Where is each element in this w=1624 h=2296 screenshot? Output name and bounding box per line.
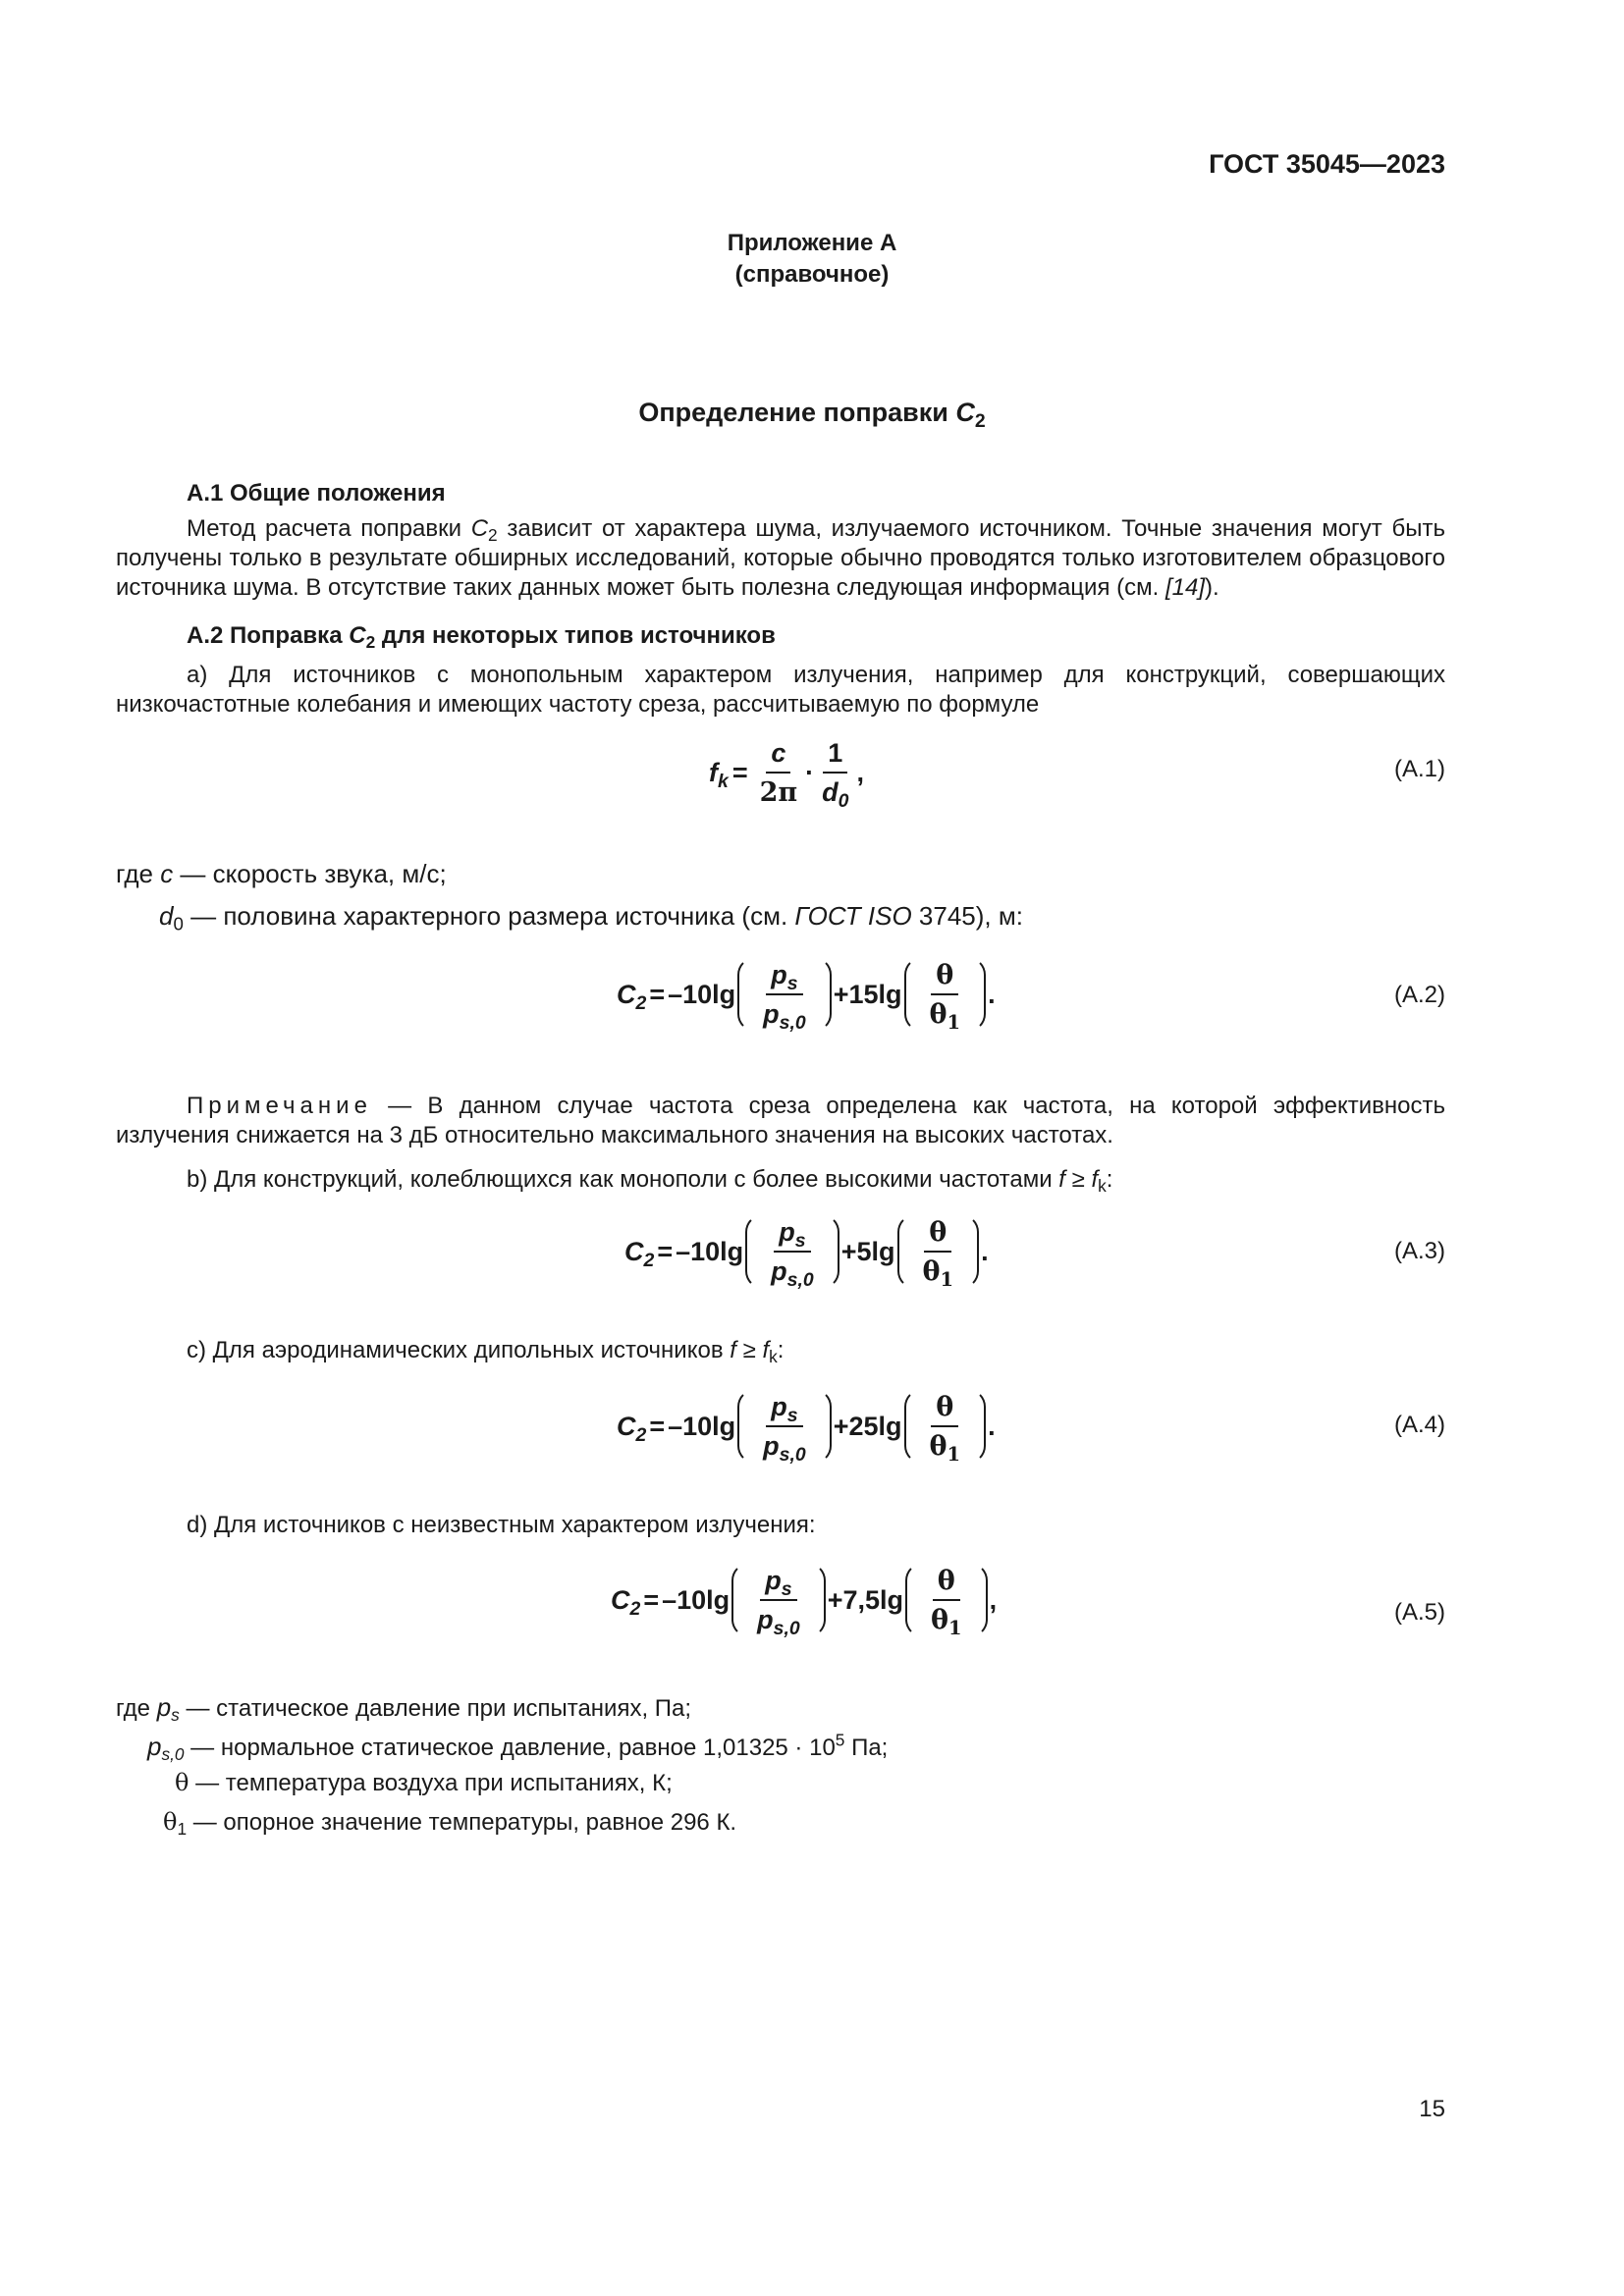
- formula-a4-number: (А.4): [1393, 1412, 1445, 1438]
- page-title: Определение поправки $C_2$: [638, 398, 986, 432]
- item-c-text: c) Для аэродинамических дипольных источников $f \ge f_k$:: [187, 1337, 785, 1367]
- section-a1-heading: А.1 Общие положения: [187, 480, 446, 507]
- def-reference-temperature: $\theta_1$ — опорное значение температуры, равное 296 К.: [163, 1808, 737, 1840]
- def-half-size: $d_0$ — половина характерного размера источника (см. ГОСТ ISO 3745), м:: [159, 901, 1023, 934]
- note-label: Примечание: [187, 1093, 372, 1119]
- section-a1-paragraph: Метод расчета поправки $C_2$ зависит от характера шума, излучаемого источником. Точные значения могут быть получены только в результате обширных исследований, которые обычно проводятся только изготовителем образцового источника шума. В отсутствие таких данных может быть полезна следующая информация (см. [14]).: [116, 515, 1445, 601]
- def-static-pressure: где $p_s$ — статическое давление при испытаниях, Па;: [116, 1692, 692, 1726]
- document-id: ГОСТ 35045—2023: [1209, 149, 1445, 179]
- formula-a2-number: (А.2): [1393, 982, 1445, 1008]
- item-d-text: d) Для источников с неизвестным характером излучения:: [187, 1512, 816, 1538]
- item-b-text: b) Для конструкций, колеблющихся как монополи с более высокими частотами $f \ge f_k$:: [187, 1166, 1113, 1197]
- item-a-text: а) Для источников с монопольным характером излучения, например для конструкций, совершающих низкочастотные колебания и имеющих частоту среза, рассчитываемую по формуле: [116, 662, 1445, 718]
- appendix-heading: [0, 228, 1624, 291]
- def-normal-pressure: $p_{s,0}$ — нормальное статическое давление, равное $1,01325 \cdot 10^5$ Па;: [147, 1730, 889, 1765]
- def-air-temperature: θ — температура воздуха при испытаниях, К;: [175, 1769, 673, 1796]
- page-number: 15: [1419, 2096, 1445, 2122]
- formula-a1: $f_k$ = $\frac{c}{2\pi}$ · $\frac{1}{d_0}$ ,: [709, 738, 864, 812]
- formula-a5: $C_2$ = – 10 lg $\frac{p_s}{p_{s,0}}$ + 7,5 lg $\frac{\theta}{\theta_1}$ ,: [611, 1563, 997, 1637]
- formula-a3-number: (А.3): [1393, 1238, 1445, 1264]
- formula-a1-number: (А.1): [1393, 756, 1445, 782]
- formula-a5-number: (А.5): [1393, 1599, 1445, 1626]
- appendix-label: Приложение А: [727, 230, 897, 256]
- formula-a4: $C_2$ = – 10 lg $\frac{p_s}{p_{s,0}}$ + 25 lg $\frac{\theta}{\theta_1}$ .: [617, 1389, 996, 1464]
- appendix-type: (справочное): [734, 261, 890, 288]
- formula-a3: $C_2$ = – 10 lg $\frac{p_s}{p_{s,0}}$ + 5 lg $\frac{\theta}{\theta_1}$ .: [624, 1214, 989, 1289]
- def-speed-of-sound: где c — скорость звука, м/с;: [116, 859, 447, 888]
- section-a2-heading: А.2 Поправка $C_2$ для некоторых типов источников: [187, 622, 776, 653]
- note-paragraph: Примечание — В данном случае частота среза определена как частота, на которой эффективность излучения снижается на 3 дБ относительно максимального значения на высоких частотах.: [116, 1093, 1445, 1148]
- formula-a2: $C_2$ = – 10 lg $\frac{p_s}{p_{s,0}}$ + 15 lg $\frac{\theta}{\theta_1}$ .: [617, 957, 996, 1032]
